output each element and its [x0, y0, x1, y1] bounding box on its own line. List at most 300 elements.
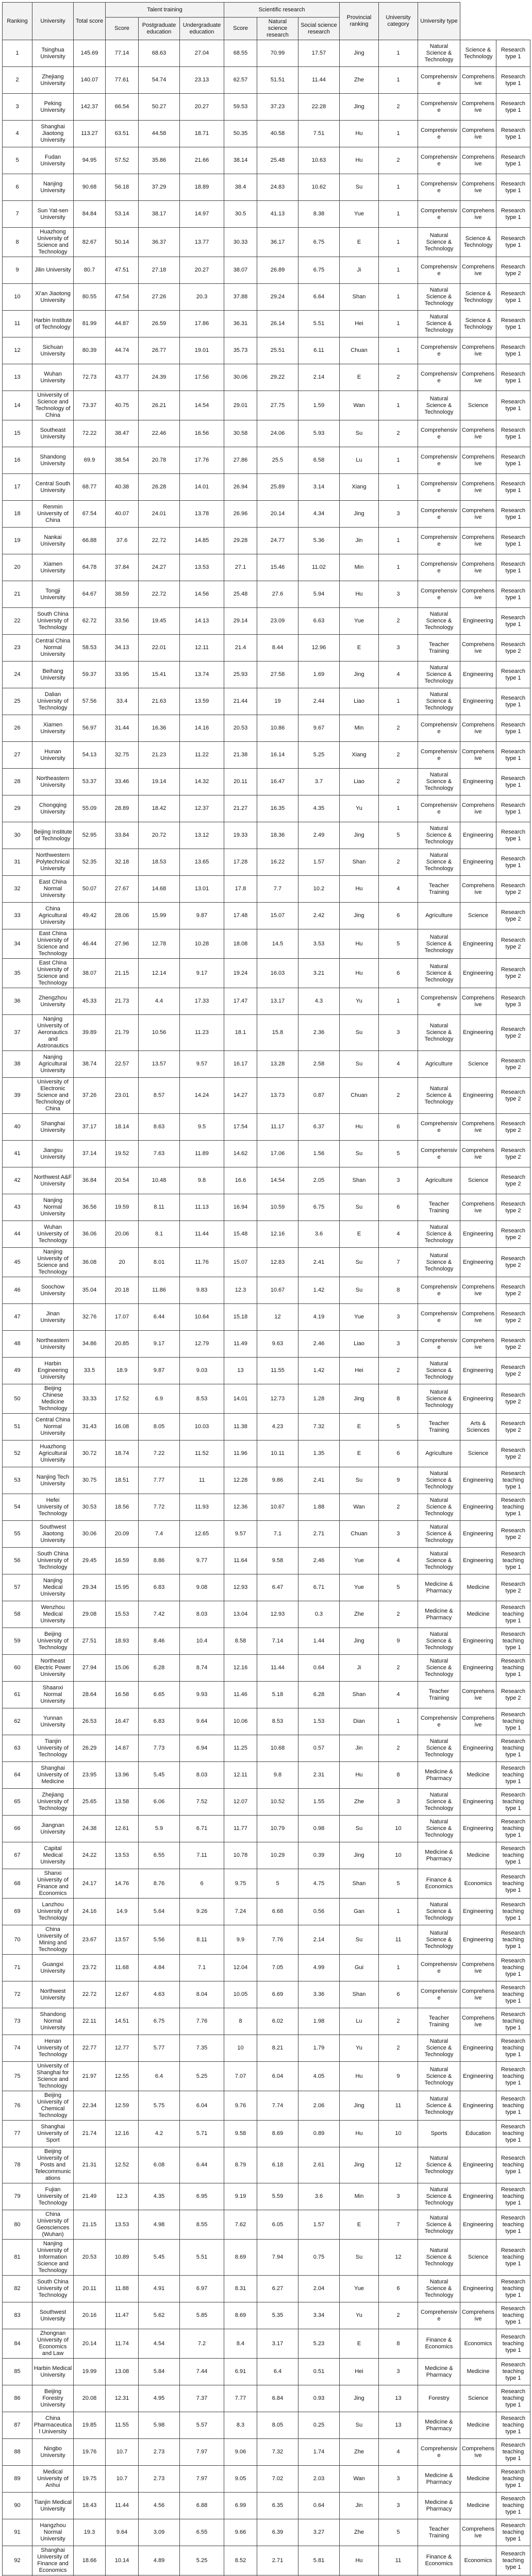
province-cell: Zhe [340, 1601, 379, 1628]
total-score-cell: 145.69 [74, 40, 106, 67]
type-cell: Comprehensive [460, 474, 496, 501]
type-cell: Research teaching type 1 [496, 1842, 530, 1869]
table-row [3, 2062, 530, 2091]
talent-score-cell: 12.55 [106, 2062, 139, 2091]
talent-score-cell: 47.51 [106, 257, 139, 284]
natural-science-cell: 20.14 [257, 501, 298, 528]
category-cell: Comprehensive [418, 337, 460, 364]
talent-score-cell: 40.75 [106, 391, 139, 420]
university-cell: Nanjing Agricultural University [32, 1051, 74, 1078]
university-cell: Medical University of Anhui [32, 2466, 74, 2493]
university-cell: Jiangnan University [32, 1816, 74, 1842]
postgraduate-cell: 11.86 [139, 1277, 180, 1304]
university-cell: Sichuan University [32, 337, 74, 364]
postgraduate-cell: 26.59 [139, 311, 180, 337]
province-cell: Wan [340, 1494, 379, 1521]
natural-science-cell: 11.17 [257, 1114, 298, 1141]
ranking-cell: 15 [3, 420, 32, 447]
social-science-cell: 3.21 [298, 959, 340, 988]
talent-score-cell: 37.84 [106, 554, 139, 581]
postgraduate-cell: 36.37 [139, 228, 180, 257]
category-cell: Natural Science & Technology [418, 1384, 460, 1414]
provincial-ranking-cell: 1 [379, 311, 418, 337]
table-row [3, 2147, 530, 2183]
research-score-cell: 7.07 [224, 2062, 257, 2091]
provincial-ranking-cell: 3 [379, 581, 418, 608]
provincial-ranking-cell: 3 [379, 1521, 418, 1548]
provincial-ranking-cell: 4 [379, 2439, 418, 2466]
research-score-cell: 13.04 [224, 1601, 257, 1628]
provincial-ranking-cell: 2 [379, 1494, 418, 1521]
social-science-cell: 7.32 [298, 1414, 340, 1440]
undergraduate-cell: 12.79 [180, 1331, 224, 1358]
total-score-cell: 21.74 [74, 2121, 106, 2147]
province-cell: Zhe [340, 2519, 379, 2546]
natural-science-cell: 70.99 [257, 40, 298, 67]
postgraduate-cell: 7.77 [139, 1467, 180, 1494]
research-score-cell: 21.4 [224, 635, 257, 662]
provincial-ranking-cell: 1 [379, 447, 418, 474]
province-cell: Su [340, 1925, 379, 1955]
provincial-ranking-cell: 2 [379, 1601, 418, 1628]
ranking-cell: 82 [3, 2276, 32, 2302]
ranking-cell: 72 [3, 1981, 32, 2008]
type-cell: Research type 1 [496, 554, 530, 581]
col-provincial-ranking: Provincial ranking [340, 3, 379, 40]
province-cell: Yu [340, 2035, 379, 2062]
research-score-cell: 15.18 [224, 1304, 257, 1331]
undergraduate-cell: 13.77 [180, 228, 224, 257]
type-cell: Research type 1 [496, 121, 530, 147]
research-score-cell: 9.57 [224, 1521, 257, 1548]
province-cell: Jing [340, 1628, 379, 1655]
talent-score-cell: 19.59 [106, 1194, 139, 1221]
col-social-science: Social science research [298, 18, 340, 40]
social-science-cell: 4.35 [298, 795, 340, 822]
postgraduate-cell: 54.74 [139, 67, 180, 94]
type-cell: Science [460, 2385, 496, 2412]
ranking-cell: 83 [3, 2302, 32, 2329]
natural-science-cell: 8.21 [257, 2035, 298, 2062]
type-cell: Research type 2 [496, 1331, 530, 1358]
research-score-cell: 17.8 [224, 876, 257, 903]
total-score-cell: 26.53 [74, 1708, 106, 1735]
type-cell: Research type 2 [496, 1358, 530, 1384]
university-cell: Shanghai University of Finance and Economics [32, 2546, 74, 2575]
type-cell: Research type 2 [496, 1221, 530, 1248]
ranking-cell: 85 [3, 2359, 32, 2385]
university-cell: Central China Normal University [32, 1414, 74, 1440]
category-cell: Natural Science & Technology [418, 1655, 460, 1682]
social-science-cell: 2.14 [298, 1925, 340, 1955]
undergraduate-cell: 8.04 [180, 1981, 224, 2008]
university-cell: Beihang University [32, 662, 74, 688]
university-cell: Wenzhou Medical University [32, 1601, 74, 1628]
undergraduate-cell: 9.57 [180, 1051, 224, 1078]
postgraduate-cell: 4.56 [139, 2493, 180, 2519]
natural-science-cell: 27.75 [257, 391, 298, 420]
table-row [3, 1358, 530, 1384]
type-cell: Science [460, 2240, 496, 2276]
postgraduate-cell: 7.73 [139, 1735, 180, 1762]
natural-science-cell: 7.74 [257, 2091, 298, 2121]
provincial-ranking-cell: 9 [379, 2062, 418, 2091]
talent-score-cell: 15.06 [106, 1655, 139, 1682]
type-cell: Comprehensive [460, 1194, 496, 1221]
talent-score-cell: 15.95 [106, 1574, 139, 1601]
natural-science-cell: 9.86 [257, 1467, 298, 1494]
province-cell: Su [340, 174, 379, 201]
research-score-cell: 29.28 [224, 528, 257, 554]
research-score-cell: 9.66 [224, 2519, 257, 2546]
talent-score-cell: 18.74 [106, 1440, 139, 1467]
ranking-cell: 55 [3, 1521, 32, 1548]
social-science-cell: 1.42 [298, 1358, 340, 1384]
provincial-ranking-cell: 13 [379, 2385, 418, 2412]
type-cell: Medicine [460, 1842, 496, 1869]
table-row [3, 2493, 530, 2519]
undergraduate-cell: 20.27 [180, 257, 224, 284]
table-row [3, 1601, 530, 1628]
type-cell: Research type 2 [496, 1248, 530, 1277]
research-score-cell: 9.75 [224, 1869, 257, 1899]
postgraduate-cell: 22.46 [139, 420, 180, 447]
natural-science-cell: 7.05 [257, 1955, 298, 1981]
total-score-cell: 35.04 [74, 1277, 106, 1304]
provincial-ranking-cell: 3 [379, 501, 418, 528]
total-score-cell: 28.64 [74, 1682, 106, 1708]
talent-score-cell: 10.14 [106, 2546, 139, 2575]
ranking-cell: 61 [3, 1682, 32, 1708]
total-score-cell: 34.86 [74, 1331, 106, 1358]
category-cell: Comprehensive [418, 420, 460, 447]
research-score-cell: 30.5 [224, 201, 257, 228]
natural-science-cell: 6.84 [257, 2385, 298, 2412]
ranking-cell: 68 [3, 1869, 32, 1899]
table-row [3, 1440, 530, 1467]
undergraduate-cell: 6 [180, 1869, 224, 1899]
category-cell: Medicine & Pharmacy [418, 2493, 460, 2519]
province-cell: Jing [340, 2147, 379, 2183]
natural-science-cell: 16.47 [257, 769, 298, 795]
research-score-cell: 62.57 [224, 67, 257, 94]
province-cell: Hu [340, 121, 379, 147]
talent-score-cell: 34.13 [106, 635, 139, 662]
postgraduate-cell: 10.56 [139, 1015, 180, 1051]
type-cell: Comprehensive [460, 1981, 496, 2008]
university-cell: Henan University of Technology [32, 2035, 74, 2062]
postgraduate-cell: 8.46 [139, 1628, 180, 1655]
postgraduate-cell: 18.53 [139, 849, 180, 876]
total-score-cell: 37.17 [74, 1114, 106, 1141]
research-score-cell: 8.69 [224, 2240, 257, 2276]
province-cell: Yu [340, 795, 379, 822]
province-cell: Su [340, 1141, 379, 1167]
postgraduate-cell: 5.77 [139, 2035, 180, 2062]
total-score-cell: 80.55 [74, 284, 106, 311]
provincial-ranking-cell: 3 [379, 2466, 418, 2493]
type-cell: Research teaching type 1 [496, 2412, 530, 2439]
total-score-cell: 36.84 [74, 1167, 106, 1194]
provincial-ranking-cell: 2 [379, 364, 418, 391]
talent-score-cell: 12.77 [106, 2035, 139, 2062]
table-row [3, 447, 530, 474]
type-cell: Research type 1 [496, 364, 530, 391]
type-cell: Science [460, 1167, 496, 1194]
undergraduate-cell: 9.64 [180, 1708, 224, 1735]
social-science-cell: 6.75 [298, 1194, 340, 1221]
provincial-ranking-cell: 3 [379, 1015, 418, 1051]
total-score-cell: 50.07 [74, 876, 106, 903]
type-cell: Research type 2 [496, 1141, 530, 1167]
provincial-ranking-cell: 1 [379, 1955, 418, 1981]
province-cell: Shan [340, 1869, 379, 1899]
type-cell: Comprehensive [460, 1304, 496, 1331]
type-cell: Research type 2 [496, 1440, 530, 1467]
talent-score-cell: 12.16 [106, 2121, 139, 2147]
ranking-cell: 81 [3, 2240, 32, 2276]
undergraduate-cell: 9.5 [180, 1114, 224, 1141]
category-cell: Teacher Training [418, 1682, 460, 1708]
research-score-cell: 10 [224, 2035, 257, 2062]
category-cell: Natural Science & Technology [418, 662, 460, 688]
postgraduate-cell: 7.4 [139, 1521, 180, 1548]
talent-score-cell: 40.38 [106, 474, 139, 501]
provincial-ranking-cell: 4 [379, 1221, 418, 1248]
talent-score-cell: 13.53 [106, 2210, 139, 2240]
undergraduate-cell: 5.85 [180, 2302, 224, 2329]
category-cell: Comprehensive [418, 1114, 460, 1141]
undergraduate-cell: 7.35 [180, 2035, 224, 2062]
undergraduate-cell: 23.13 [180, 67, 224, 94]
postgraduate-cell: 9.17 [139, 1331, 180, 1358]
table-row [3, 2329, 530, 2359]
postgraduate-cell: 18.42 [139, 795, 180, 822]
social-science-cell: 0.75 [298, 2240, 340, 2276]
province-cell: Yue [340, 608, 379, 635]
natural-science-cell: 5 [257, 1869, 298, 1899]
social-science-cell: 1.98 [298, 2008, 340, 2035]
total-score-cell: 37.14 [74, 1141, 106, 1167]
table-row [3, 929, 530, 959]
type-cell: Engineering [460, 608, 496, 635]
province-cell: Min [340, 2183, 379, 2210]
university-cell: Renmin University of China [32, 501, 74, 528]
table-row [3, 1051, 530, 1078]
total-score-cell: 29.45 [74, 1548, 106, 1574]
social-science-cell: 1.57 [298, 849, 340, 876]
talent-score-cell: 14.51 [106, 2008, 139, 2035]
table-row [3, 849, 530, 876]
university-cell: Beijing University of Posts and Telecommunications [32, 2147, 74, 2183]
category-cell: Medicine & Pharmacy [418, 1762, 460, 1789]
undergraduate-cell: 10.64 [180, 1304, 224, 1331]
province-cell: Yue [340, 1548, 379, 1574]
postgraduate-cell: 7.72 [139, 1494, 180, 1521]
category-cell: Comprehensive [418, 715, 460, 742]
natural-science-cell: 11.55 [257, 1358, 298, 1384]
table-row [3, 94, 530, 121]
category-cell: Comprehensive [418, 1981, 460, 2008]
ranking-cell: 74 [3, 2035, 32, 2062]
talent-score-cell: 19.52 [106, 1141, 139, 1167]
table-row [3, 662, 530, 688]
table-header [3, 3, 530, 40]
research-score-cell: 38.07 [224, 257, 257, 284]
type-cell: Research teaching type 1 [496, 1789, 530, 1816]
category-cell: Medicine & Pharmacy [418, 2466, 460, 2493]
university-ranking-table [2, 2, 530, 2576]
total-score-cell: 22.77 [74, 2035, 106, 2062]
undergraduate-cell: 13.53 [180, 554, 224, 581]
undergraduate-cell: 9.08 [180, 1574, 224, 1601]
university-cell: Zhejiang University of Technology [32, 1789, 74, 1816]
talent-score-cell: 44.74 [106, 337, 139, 364]
research-score-cell: 8.69 [224, 2302, 257, 2329]
ranking-cell: 45 [3, 1248, 32, 1277]
research-score-cell: 26.94 [224, 474, 257, 501]
category-cell: Teacher Training [418, 876, 460, 903]
postgraduate-cell: 38.17 [139, 201, 180, 228]
provincial-ranking-cell: 1 [379, 1899, 418, 1925]
research-score-cell: 14.01 [224, 1384, 257, 1414]
provincial-ranking-cell: 9 [379, 1467, 418, 1494]
ranking-cell: 62 [3, 1708, 32, 1735]
ranking-cell: 79 [3, 2183, 32, 2210]
type-cell: Comprehensive [460, 1331, 496, 1358]
social-science-cell: 2.58 [298, 1051, 340, 1078]
type-cell: Medicine [460, 2412, 496, 2439]
type-cell: Comprehensive [460, 528, 496, 554]
type-cell: Research teaching type 1 [496, 2385, 530, 2412]
province-cell: Lu [340, 2008, 379, 2035]
provincial-ranking-cell: 2 [379, 94, 418, 121]
total-score-cell: 22.72 [74, 1981, 106, 2008]
type-cell: Engineering [460, 959, 496, 988]
type-cell: Engineering [460, 2091, 496, 2121]
social-science-cell: 1.53 [298, 1708, 340, 1735]
province-cell: Hu [340, 2546, 379, 2575]
talent-score-cell: 66.54 [106, 94, 139, 121]
province-cell: Shan [340, 1682, 379, 1708]
ranking-cell: 91 [3, 2519, 32, 2546]
postgraduate-cell: 6.4 [139, 2062, 180, 2091]
university-cell: Zhengzhou University [32, 988, 74, 1015]
research-score-cell: 9.19 [224, 2183, 257, 2210]
natural-science-cell: 7.7 [257, 876, 298, 903]
undergraduate-cell: 5.71 [180, 2121, 224, 2147]
talent-score-cell: 13.08 [106, 2359, 139, 2385]
total-score-cell: 20.11 [74, 2276, 106, 2302]
category-cell: Natural Science & Technology [418, 40, 460, 67]
provincial-ranking-cell: 1 [379, 528, 418, 554]
table-row [3, 228, 530, 257]
postgraduate-cell: 9.87 [139, 1358, 180, 1384]
category-cell: Medicine & Pharmacy [418, 2412, 460, 2439]
natural-science-cell: 10.67 [257, 1277, 298, 1304]
type-cell: Research type 3 [496, 988, 530, 1015]
university-cell: Tianjin University of Technology [32, 1735, 74, 1762]
type-cell: Research type 2 [496, 1304, 530, 1331]
university-cell: Xi'an Jiaotong University [32, 284, 74, 311]
postgraduate-cell: 26.77 [139, 337, 180, 364]
social-science-cell: 2.42 [298, 903, 340, 929]
university-cell: Wuhan University [32, 364, 74, 391]
research-score-cell: 12.3 [224, 1277, 257, 1304]
type-cell: Comprehensive [460, 201, 496, 228]
social-science-cell: 8.38 [298, 201, 340, 228]
table-row [3, 876, 530, 903]
natural-science-cell: 25.5 [257, 447, 298, 474]
type-cell: Research type 1 [496, 174, 530, 201]
type-cell: Research type 1 [496, 474, 530, 501]
talent-score-cell: 13.57 [106, 1925, 139, 1955]
total-score-cell: 29.08 [74, 1601, 106, 1628]
university-cell: China Pharmaceutical University [32, 2412, 74, 2439]
social-science-cell: 10.62 [298, 174, 340, 201]
social-science-cell: 5.23 [298, 2329, 340, 2359]
total-score-cell: 23.95 [74, 1762, 106, 1789]
type-cell: Economics [460, 2546, 496, 2575]
table-row [3, 67, 530, 94]
talent-score-cell: 12.52 [106, 2147, 139, 2183]
table-row [3, 1414, 530, 1440]
postgraduate-cell: 13.57 [139, 1051, 180, 1078]
ranking-cell: 42 [3, 1167, 32, 1194]
provincial-ranking-cell: 2 [379, 1655, 418, 1682]
type-cell: Research type 2 [496, 1051, 530, 1078]
provincial-ranking-cell: 5 [379, 1574, 418, 1601]
province-cell: Su [340, 2240, 379, 2276]
provincial-ranking-cell: 2 [379, 2302, 418, 2329]
total-score-cell: 113.27 [74, 121, 106, 147]
total-score-cell: 24.17 [74, 1869, 106, 1899]
natural-science-cell: 15.07 [257, 903, 298, 929]
type-cell: Comprehensive [460, 337, 496, 364]
undergraduate-cell: 19.01 [180, 337, 224, 364]
type-cell: Research teaching type 1 [496, 2493, 530, 2519]
natural-science-cell: 6.39 [257, 2519, 298, 2546]
ranking-cell: 67 [3, 1842, 32, 1869]
undergraduate-cell: 11.44 [180, 1221, 224, 1248]
table-row [3, 1955, 530, 1981]
postgraduate-cell: 6.55 [139, 1842, 180, 1869]
table-row [3, 1981, 530, 2008]
table-row [3, 1789, 530, 1816]
undergraduate-cell: 18.89 [180, 174, 224, 201]
natural-science-cell: 18.36 [257, 822, 298, 849]
ranking-cell: 8 [3, 228, 32, 257]
type-cell: Research type 2 [496, 1114, 530, 1141]
type-cell: Research type 1 [496, 662, 530, 688]
total-score-cell: 68.77 [74, 474, 106, 501]
undergraduate-cell: 8.53 [180, 1384, 224, 1414]
research-score-cell: 18.1 [224, 1015, 257, 1051]
province-cell: Wan [340, 2466, 379, 2493]
postgraduate-cell: 5.64 [139, 1899, 180, 1925]
category-cell: Agriculture [418, 1051, 460, 1078]
social-science-cell: 1.88 [298, 1494, 340, 1521]
ranking-cell: 35 [3, 959, 32, 988]
table-row [3, 2210, 530, 2240]
natural-science-cell: 9.63 [257, 1331, 298, 1358]
postgraduate-cell: 5.62 [139, 2302, 180, 2329]
total-score-cell: 45.33 [74, 988, 106, 1015]
university-cell: Beijing University of Technology [32, 1628, 74, 1655]
total-score-cell: 19.76 [74, 2439, 106, 2466]
natural-science-cell: 15.8 [257, 1015, 298, 1051]
provincial-ranking-cell: 1 [379, 337, 418, 364]
